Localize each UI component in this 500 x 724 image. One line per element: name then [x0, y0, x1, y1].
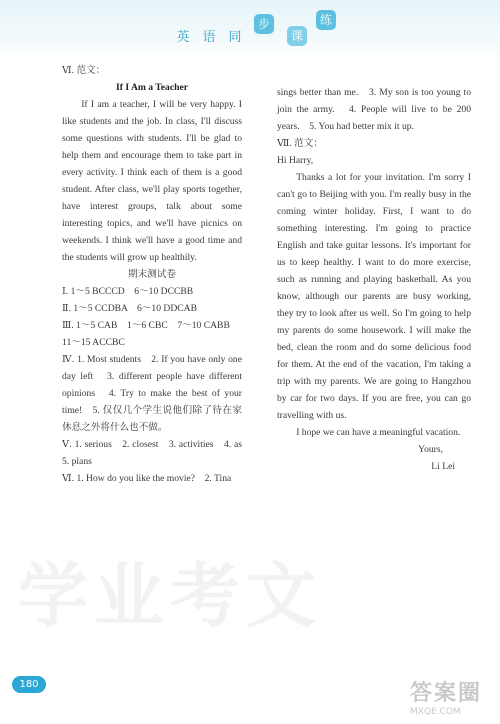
left-column — [62, 62, 252, 487]
essay-body: If I am a teacher, I will be very happy. I like students and the job. In class, I'll discuss some questions with students. I'll be glad to help them and encourage them to take part in every activity. I think each of them is a good student. After class, we'll play sports together, have interest groups, talk about some interesting topics, and we'll have picnics on weekends. I think we'll have a good time and the students will grow up healthily. — [62, 99, 242, 263]
answer-continuation: sings better than me. 3. My son is too young to join the army. 4. People will live to be 200 years. 5. You had better mix it up. — [277, 87, 471, 132]
header-badge: 课 — [287, 26, 307, 46]
header-char: 英 — [176, 30, 190, 45]
section-heading: Ⅵ. 范文： — [62, 65, 106, 76]
letter-signature: Li Lei — [431, 461, 455, 472]
letter-body: Thanks a lot for your invitation. I'm sorry I can't go to Beijing with you. I'm really busy in the coming winter holiday. First, I want to do something interesting. I'm going to practice English and take guitar lessons. It's important for us to keep healthy. I want to do more exercise, such as running and playing basketball. As you know, although our parents are busy working, they try to look after us well. So I'm going to help my parents do some housework. I will make the bed, clean the room and do some delicious food for them. At the end of the vacation, I'm taking a trip with my parents. We are going to Hangzhou by car for two days. If you are free, you can go travelling with us. — [277, 172, 471, 421]
page-header — [0, 0, 500, 58]
answer-line: Ⅱ. 1～5 CCDBA 6～10 DDCAB — [62, 303, 197, 314]
answer-line: Ⅲ. 1～5 CAB 1～6 CBC 7～10 CABB — [62, 320, 230, 331]
header-badge: 步 — [254, 14, 274, 34]
site-logo — [410, 682, 494, 720]
letter-greeting: Hi Harry, — [277, 155, 314, 166]
answer-line: Ⅳ. 1. Most students 2. If you have only one day left 3. different people have different opinions 4. Try to make the best of your time! 5. 仅仅几个学生说他们除了待在家休息之外将什么也不做。 — [62, 354, 242, 433]
header-badge: 练 — [316, 10, 336, 30]
answer-line: Ⅵ. 1. How do you like the movie? 2. Tina — [62, 473, 232, 484]
header-char: 同 — [228, 30, 242, 45]
right-column — [277, 84, 471, 475]
header-title — [170, 26, 248, 45]
logo-text: 答案圈 — [410, 681, 483, 706]
answer-line: Ⅰ. 1～5 BCCCD 6～10 DCCBB — [62, 286, 194, 297]
header-char: 语 — [202, 30, 216, 45]
logo-url: MXQE.COM — [410, 707, 461, 717]
answer-line: Ⅴ. 1. serious 2. closest 3. activities 4. as 5. plans — [62, 439, 252, 467]
page-number: 180 — [12, 676, 46, 693]
letter-sign-off: Yours, — [418, 444, 443, 455]
section-heading: Ⅶ. 范文： — [277, 138, 323, 149]
answer-line: 11～15 ACCBC — [62, 337, 125, 348]
letter-closing-line: I hope we can have a meaningful vacation. — [296, 427, 461, 438]
test-title: 期末测试卷 — [128, 269, 176, 280]
essay-title: If I Am a Teacher — [116, 82, 188, 93]
watermark: 学业考文 — [18, 555, 322, 637]
